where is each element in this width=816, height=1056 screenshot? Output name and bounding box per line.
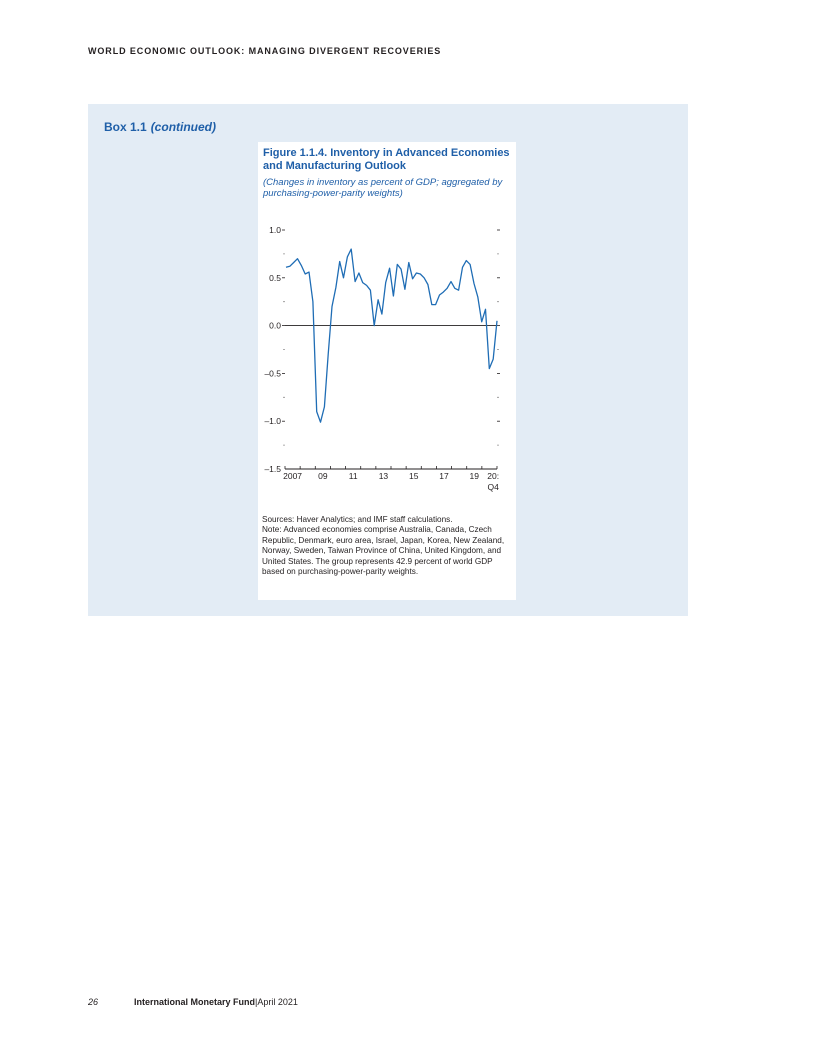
y-tick-label: 1.0: [269, 225, 281, 235]
x-tick-label: 11: [348, 471, 358, 481]
figure-sources: Sources: Haver Analytics; and IMF staff calculations.: [262, 515, 453, 524]
x-tick-label: 09: [318, 471, 328, 481]
figure-panel: [258, 142, 516, 600]
box-panel: [88, 104, 688, 616]
publisher-name: International Monetary Fund: [134, 997, 256, 1007]
y-tick-label: –1.0: [264, 416, 281, 427]
x-tick-label: Q4: [487, 482, 499, 492]
figure-note: Note: Advanced economies comprise Australia, Canada, Czech Republic, Denmark, euro area, Israel, Japan, Korea, New Zealand, Norway, Sweden, Taiwan Province of China, United Kingdom, and United States. The group represents 42.9 percent of world GDP based on purchasing-power-parity weights.: [262, 525, 505, 577]
figure-subtitle: (Changes in inventory as percent of GDP; aggregated by purchasing-power-parity weights): [263, 177, 503, 199]
box-continued: (continued): [150, 120, 217, 134]
box-label: Box 1.1: [104, 120, 147, 134]
x-tick-label: 15: [408, 471, 419, 481]
x-tick-label: 19: [469, 471, 480, 481]
page-footer: [88, 997, 298, 1007]
box-title: [104, 120, 216, 134]
y-tick-label: –0.5: [264, 368, 281, 379]
y-tick-label: –1.5: [264, 464, 281, 474]
inventory-series-line: [286, 249, 497, 422]
running-head: WORLD ECONOMIC OUTLOOK: MANAGING DIVERGENT RECOVERIES: [88, 46, 442, 56]
inventory-line-chart: [258, 142, 516, 512]
x-tick-label: 13: [378, 471, 389, 481]
publication-date: April 2021: [257, 997, 298, 1007]
figure-title: Figure 1.1.4. Inventory in Advanced Economies and Manufacturing Outlook: [263, 147, 510, 172]
x-tick-label: 20:: [487, 471, 500, 481]
y-tick-label: 0.5: [269, 272, 281, 283]
page-number: 26: [88, 997, 99, 1007]
y-tick-label: 0.0: [269, 320, 281, 331]
figure-notes: [262, 515, 512, 577]
x-tick-label: 2007: [283, 471, 303, 481]
x-tick-label: 17: [439, 471, 449, 481]
footer-separator: |: [255, 997, 258, 1007]
